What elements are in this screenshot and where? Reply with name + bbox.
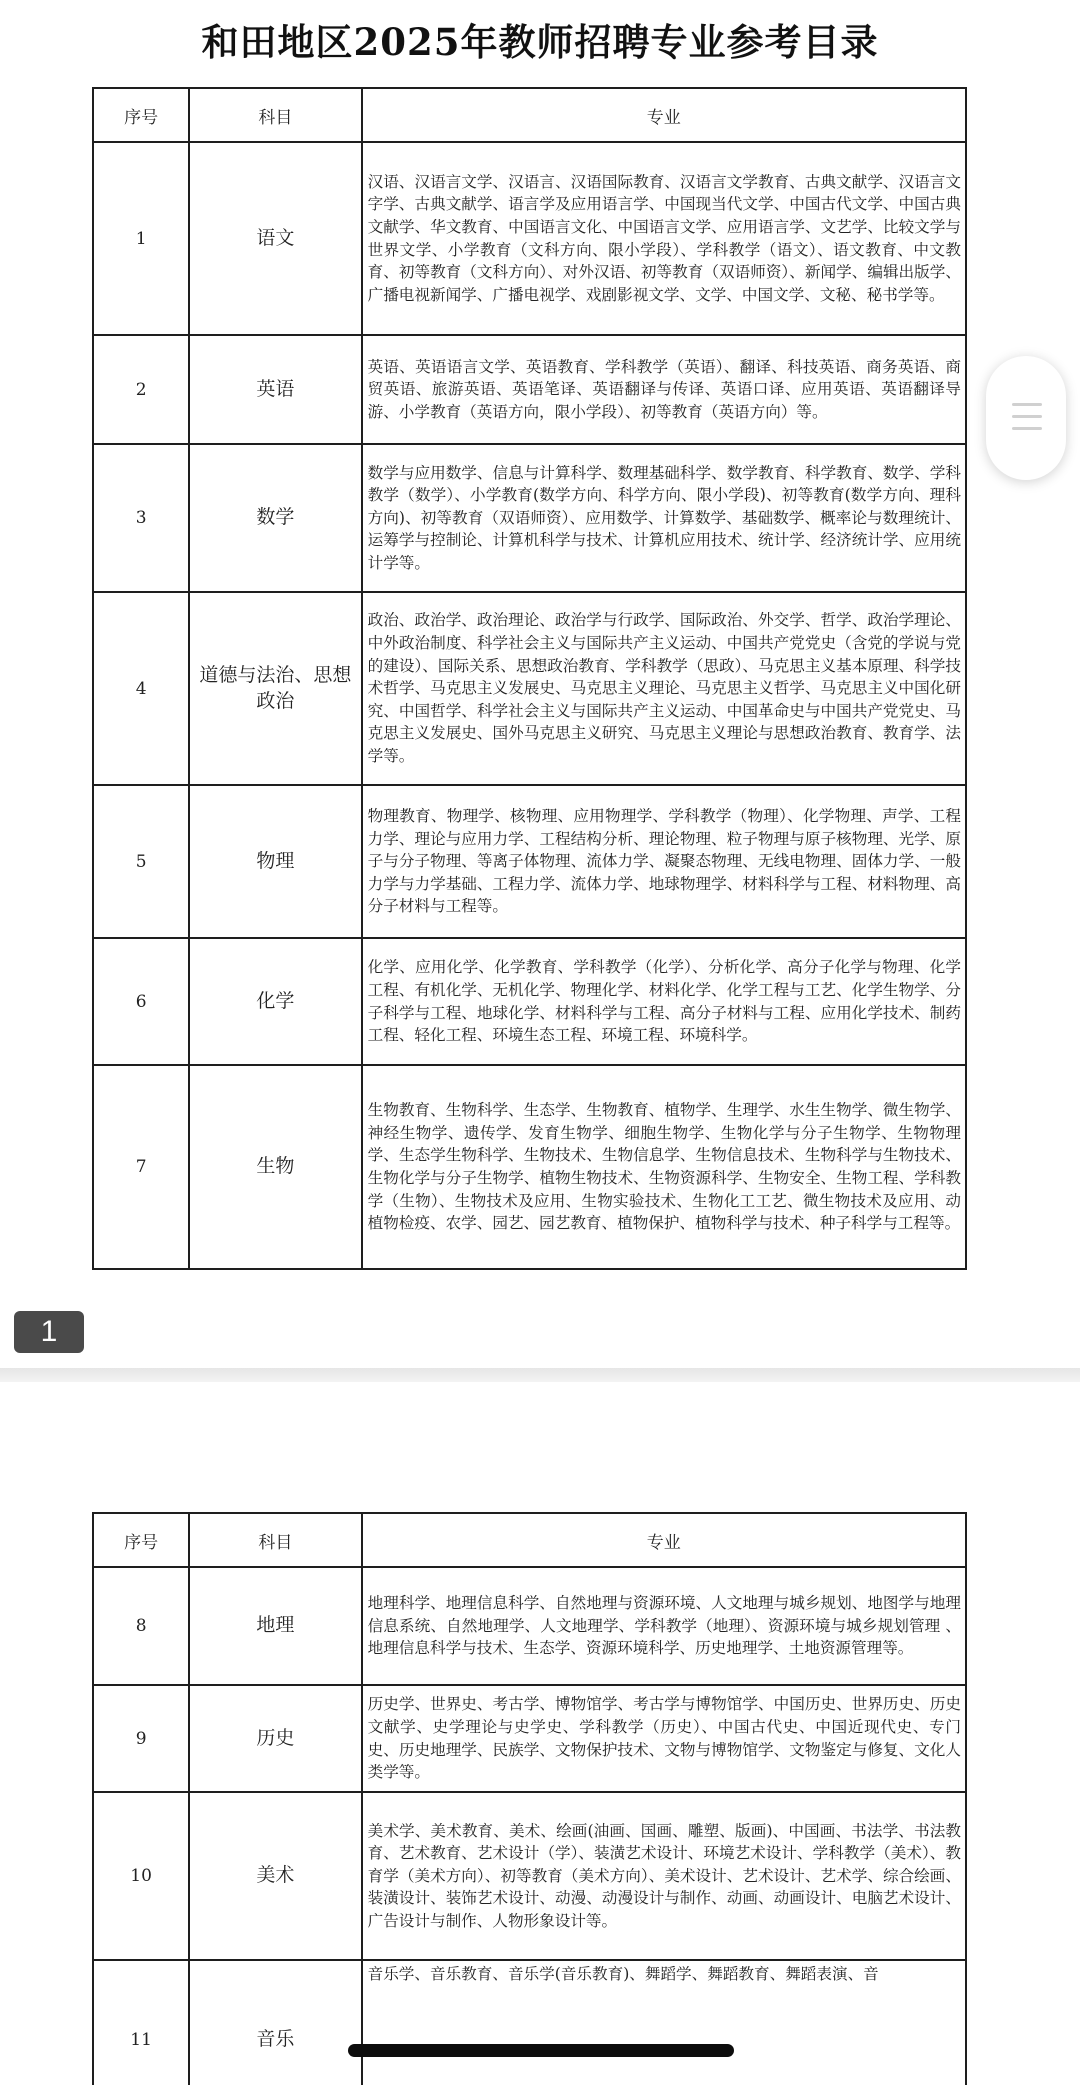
header-major: 专业 — [362, 88, 966, 142]
row-subject: 数学 — [189, 444, 361, 592]
row-majors: 物理教育、物理学、核物理、应用物理学、学科教学（物理）、化学物理、声学、工程力学、理论与应用力学、工程结构分析、理论物理、粒子物理与原子核物理、光学、原子与分子物理、等离子体物理、流体力学、凝聚态物理、无线电物理、固体力学、一般力学与力学基础、工程力学、流体力学、地球物理学、材料科学与工程、材料物理、高分子材料与工程等。 — [362, 785, 966, 938]
header-no: 序号 — [93, 88, 189, 142]
table-row — [93, 785, 966, 938]
row-subject: 英语 — [189, 335, 361, 444]
document-title: 和田地区2025年教师招聘专业参考目录 — [201, 20, 879, 64]
row-majors: 历史学、世界史、考古学、博物馆学、考古学与博物馆学、中国历史、世界历史、历史文献学、史学理论与史学史、学科教学（历史）、中国古代史、中国近现代史、专门史、历史地理学、民族学、文物保护技术、文物与博物馆学、文物鉴定与修复、文化人类学等。 — [362, 1685, 966, 1792]
row-subject: 地理 — [189, 1567, 361, 1685]
menu-line-icon — [1012, 427, 1042, 430]
header-no: 序号 — [93, 1513, 189, 1567]
row-number: 1 — [93, 142, 189, 335]
header-major: 专业 — [362, 1513, 966, 1567]
row-number: 8 — [93, 1567, 189, 1685]
page-separator — [0, 1368, 1080, 1382]
row-subject: 历史 — [189, 1685, 361, 1792]
row-number: 9 — [93, 1685, 189, 1792]
row-number: 6 — [93, 938, 189, 1065]
header-subject: 科目 — [189, 1513, 361, 1567]
menu-line-icon — [1012, 403, 1042, 406]
row-subject: 生物 — [189, 1065, 361, 1269]
table-header-row — [93, 88, 966, 142]
row-majors: 生物教育、生物科学、生态学、生物教育、植物学、生理学、水生生物学、微生物学、神经生物学、遗传学、发育生物学、细胞生物学、生物化学与分子生物学、生物物理学、生态学生物科学、生物技术、生物信息学、生物信息技术、生物科学与生物技术、生物化学与分子生物学、植物生物技术、生物资源科学、生物安全、生物工程、学科教学（生物）、生物技术及应用、生物实验技术、生物化工工艺、微生物技术及应用、动植物检疫、农学、园艺、园艺教育、植物保护、植物科学与技术、种子科学与工程等。 — [362, 1065, 966, 1269]
row-number: 4 — [93, 592, 189, 785]
table-row — [93, 1960, 966, 2085]
major-directory-table — [92, 87, 967, 1270]
row-number: 11 — [93, 1960, 189, 2085]
row-number: 5 — [93, 785, 189, 938]
table-row — [93, 1065, 966, 1269]
row-majors: 化学、应用化学、化学教育、学科教学（化学）、分析化学、高分子化学与物理、化学工程、有机化学、无机化学、物理化学、材料化学、化学工程与工艺、化学生物学、分子科学与工程、地球化学、材料科学与工程、高分子材料与工程、应用化学技术、制药工程、轻化工程、环境生态工程、环境工程、环境科学。 — [362, 938, 966, 1065]
row-majors: 英语、英语语言文学、英语教育、学科教学（英语）、翻译、科技英语、商务英语、商贸英语、旅游英语、英语笔译、英语翻译与传译、英语口译、应用英语、英语翻译导游、小学教育（英语方向，限小学段）、初等教育（英语方向）等。 — [362, 335, 966, 444]
row-subject: 美术 — [189, 1792, 361, 1960]
major-directory-table — [92, 1512, 967, 2085]
row-majors: 地理科学、地理信息科学、自然地理与资源环境、人文地理与城乡规划、地图学与地理信息系统、自然地理学、人文地理学、学科教学（地理）、资源环境与城乡规划管理 、地理信息科学与技术、生态学、资源环境科学、历史地理学、土地资源管理等。 — [362, 1567, 966, 1685]
row-majors: 政治、政治学、政治理论、政治学与行政学、国际政治、外交学、哲学、政治学理论、中外政治制度、科学社会主义与国际共产主义运动、中国共产党党史（含党的学说与党的建设）、国际关系、思想政治教育、学科教学（思政）、马克思主义基本原理、科学技术哲学、马克思主义发展史、马克思主义理论、马克思主义哲学、马克思主义中国化研究、中国哲学、科学社会主义与国际共产主义运动、中国革命史与中国共产党党史、马克思主义发展史、国外马克思主义研究、马克思主义理论与思想政治教育、教育学、法学等。 — [362, 592, 966, 785]
row-majors: 数学与应用数学、信息与计算科学、数理基础科学、数学教育、科学教育、数学、学科教学（数学）、小学教育(数学方向、科学方向、限小学段)、初等教育(数学方向、理科方向)、初等教育（双语师资）、应用数学、计算数学、基础数学、概率论与数理统计、运筹学与控制论、计算机科学与技术、计算机应用技术、统计学、经济统计学、应用统计学等。 — [362, 444, 966, 592]
table-row — [93, 335, 966, 444]
row-number: 7 — [93, 1065, 189, 1269]
table-row — [93, 592, 966, 785]
row-majors: 音乐学、音乐教育、音乐学(音乐教育)、舞蹈学、舞蹈教育、舞蹈表演、音 — [362, 1960, 966, 2085]
home-indicator[interactable] — [348, 2044, 734, 2057]
table-row — [93, 1567, 966, 1685]
floating-menu-button[interactable] — [986, 356, 1066, 480]
table-row — [93, 938, 966, 1065]
document-page-2 — [0, 1382, 1080, 2085]
table-row — [93, 1792, 966, 1960]
row-number: 10 — [93, 1792, 189, 1960]
row-subject: 语文 — [189, 142, 361, 335]
header-subject: 科目 — [189, 88, 361, 142]
row-subject: 音乐 — [189, 1960, 361, 2085]
row-majors: 美术学、美术教育、美术、绘画(油画、国画、雕塑、版画)、中国画、书法学、书法教育、艺术教育、艺术设计（学）、装潢艺术设计、环境艺术设计、学科教学（美术）、教育学（美术方向）、初等教育（美术方向）、美术设计、艺术设计、艺术学、综合绘画、装潢设计、装饰艺术设计、动漫、动漫设计与制作、动画、动画设计、电脑艺术设计、广告设计与制作、人物形象设计等。 — [362, 1792, 966, 1960]
row-number: 2 — [93, 335, 189, 444]
row-subject: 物理 — [189, 785, 361, 938]
table-row — [93, 142, 966, 335]
menu-line-icon — [1012, 415, 1042, 418]
table-row — [93, 1685, 966, 1792]
table-header-row — [93, 1513, 966, 1567]
table-row — [93, 444, 966, 592]
row-majors: 汉语、汉语言文学、汉语言、汉语国际教育、汉语言文学教育、古典文献学、汉语言文字学、古典文献学、语言学及应用语言学、中国现当代文学、中国古代文学、中国古典文献学、华文教育、中国语言文化、中国语言文学、应用语言学、文艺学、比较文学与世界文学、小学教育（文科方向、限小学段）、学科教学（语文）、语文教育、中文教育、初等教育（文科方向）、对外汉语、初等教育（双语师资）、新闻学、编辑出版学、广播电视新闻学、广播电视学、戏剧影视文学、文学、中国文学、文秘、秘书学等。 — [362, 142, 966, 335]
page-number-badge: 1 — [14, 1311, 84, 1353]
row-number: 3 — [93, 444, 189, 592]
row-subject: 化学 — [189, 938, 361, 1065]
row-subject: 道德与法治、思想政治 — [189, 592, 361, 785]
